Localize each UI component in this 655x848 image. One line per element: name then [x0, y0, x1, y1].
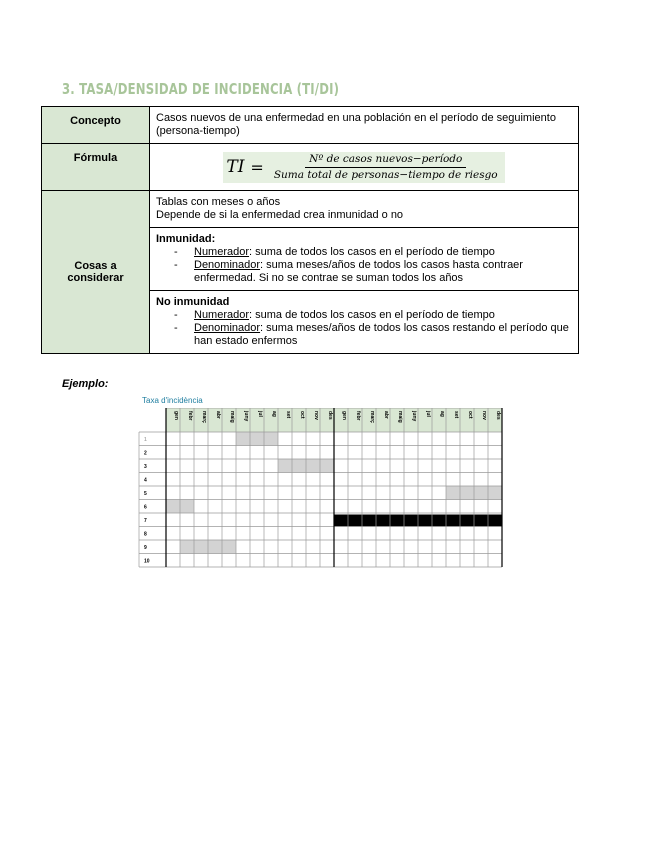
section-heading: 3. TASA/DENSIDAD DE INCIDENCIA (TI/DI) [62, 80, 340, 98]
formula-cell [150, 144, 579, 191]
corner-cell [139, 408, 166, 432]
list-item-term: Denominador [194, 259, 261, 271]
no-inmunidad-cell [150, 291, 579, 354]
month-label: jul [425, 411, 431, 417]
no-inmunidad-list [156, 309, 572, 348]
general-line: Depende de si la enfermedad crea inmunidad o no [156, 209, 404, 221]
formula-lhs: TI [226, 156, 245, 177]
month-label: set [453, 411, 459, 419]
row-label: 7 [144, 517, 147, 524]
row-label: 9 [144, 544, 147, 551]
row-label: 2 [144, 450, 147, 457]
row-label: 6 [144, 504, 147, 511]
month-label: nov [313, 411, 319, 420]
formula [156, 149, 572, 185]
row-label: 3 [144, 463, 147, 470]
formula-equals: = [250, 157, 264, 177]
inmunidad-cell [150, 228, 579, 291]
row-label: 8 [144, 531, 147, 538]
formula-fraction [270, 153, 502, 182]
inmunidad-title: Inmunidad: [156, 233, 216, 245]
month-label: gen [341, 411, 347, 420]
general-line: Tablas con meses o años [156, 196, 281, 208]
list-item-text: : suma meses/años de todos los casos restando el período que han estado enfermos [194, 322, 569, 347]
cosas-label: Cosas a considerar [42, 191, 150, 354]
month-label: abr [215, 411, 221, 419]
month-label: març [201, 411, 207, 423]
month-label: set [285, 411, 291, 419]
month-label: febr [355, 411, 361, 421]
incidence-grid [137, 408, 505, 568]
list-item-text: : suma meses/años de todos los casos hasta contraer enfermedad. Si no se contrae se suman todos los años [194, 259, 523, 284]
formula-box [223, 152, 504, 183]
month-label: jul [257, 411, 263, 417]
grey-cell-span [236, 432, 278, 446]
concepto-text: Casos nuevos de una enfermedad en una población en el período de seguimiento (persona-tiempo) [150, 107, 579, 144]
concepto-label: Concepto [42, 107, 150, 144]
month-label: oct [299, 411, 305, 419]
list-item [174, 322, 572, 348]
list-item [174, 309, 572, 322]
month-label: ag [439, 411, 445, 417]
month-label: maig [397, 411, 403, 423]
list-item-term: Numerador [194, 309, 250, 321]
month-label: oct [467, 411, 473, 419]
example-chart-title: Taxa d'incidència [142, 396, 203, 405]
row-label: 10 [144, 558, 150, 565]
list-item-text: : suma de todos los casos en el período de tiempo [249, 246, 495, 258]
month-label: abr [383, 411, 389, 419]
month-label: març [369, 411, 375, 423]
row-label: 4 [144, 477, 147, 484]
month-label: nov [481, 411, 487, 420]
no-inmunidad-title: No inmunidad [156, 296, 230, 308]
month-label: febr [187, 411, 193, 421]
inmunidad-list [156, 246, 572, 285]
list-item-term: Denominador [194, 322, 261, 334]
cosas-row-general [42, 191, 579, 228]
formula-label: Fórmula [42, 144, 150, 191]
example-label: Ejemplo: [62, 378, 109, 390]
list-item [174, 246, 572, 259]
list-item [174, 259, 572, 285]
formula-denominator: Suma total de personas−tiempo de riesgo [273, 168, 498, 181]
cosas-general [150, 191, 579, 228]
formula-numerator: Nº de casos nuevos−período [305, 153, 466, 168]
row-label: 5 [144, 490, 147, 497]
concepto-row [42, 107, 579, 144]
month-label: juny [411, 411, 417, 422]
list-item-term: Numerador [194, 246, 250, 258]
list-item-text: : suma de todos los casos en el período de tiempo [249, 309, 495, 321]
row-label: 1 [144, 436, 147, 443]
month-label: des [327, 411, 333, 420]
month-label: gen [173, 411, 179, 420]
month-label: maig [229, 411, 235, 423]
month-label: des [495, 411, 501, 420]
month-label: juny [243, 411, 249, 422]
incidence-table [41, 106, 579, 354]
formula-row [42, 144, 579, 191]
month-label: ag [271, 411, 277, 417]
